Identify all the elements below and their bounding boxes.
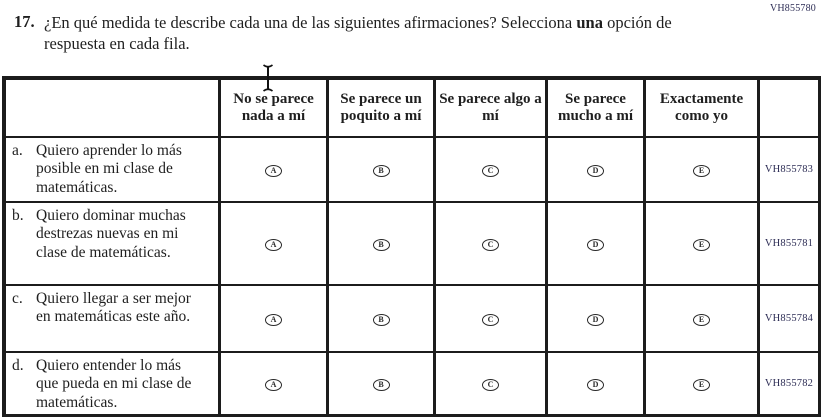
option-cell-a2 — [328, 137, 435, 202]
bubble-c-A[interactable]: A — [265, 314, 282, 326]
option-cell-a1 — [220, 137, 328, 202]
option-cell-c1 — [220, 285, 328, 352]
question-text-bold-word: una — [576, 13, 603, 32]
header-option-3: Se parece algo a mí — [435, 79, 547, 137]
question-stem — [14, 12, 714, 54]
option-cell-a5 — [645, 137, 759, 202]
bubble-c-E[interactable]: E — [693, 314, 710, 326]
header-option-4: Se parece mucho a mí — [547, 79, 645, 137]
option-cell-a3 — [435, 137, 547, 202]
option-cell-d4 — [547, 352, 645, 416]
row-code-b: VH855781 — [759, 202, 820, 285]
header-option-5: Exactamente como yo — [645, 79, 759, 137]
bubble-a-D[interactable]: D — [587, 165, 604, 177]
bubble-b-E[interactable]: E — [693, 239, 710, 251]
text-cursor-icon — [261, 63, 275, 93]
bubble-b-B[interactable]: B — [373, 239, 390, 251]
row-code-d: VH855782 — [759, 352, 820, 416]
bubble-b-D[interactable]: D — [587, 239, 604, 251]
item-letter-b: b. — [12, 206, 24, 224]
bubble-d-E[interactable]: E — [693, 379, 710, 391]
bubble-a-C[interactable]: C — [482, 165, 499, 177]
option-cell-c5 — [645, 285, 759, 352]
option-cell-a4 — [547, 137, 645, 202]
bubble-b-A[interactable]: A — [265, 239, 282, 251]
question-number: 17. — [14, 12, 35, 31]
statement-cell-a — [5, 137, 220, 202]
option-cell-c3 — [435, 285, 547, 352]
statement-text-d: Quiero entender lo más que pueda en mi clase de matemáticas. — [36, 356, 192, 411]
table-row-c — [5, 285, 820, 352]
bubble-a-A[interactable]: A — [265, 165, 282, 177]
option-cell-d1 — [220, 352, 328, 416]
table-row-b — [5, 202, 820, 285]
statement-cell-d — [5, 352, 220, 416]
header-code-blank — [759, 79, 820, 137]
statement-cell-c — [5, 285, 220, 352]
option-cell-d2 — [328, 352, 435, 416]
bubble-d-C[interactable]: C — [482, 379, 499, 391]
item-letter-a: a. — [12, 141, 23, 159]
statement-cell-b — [5, 202, 220, 285]
bubble-b-C[interactable]: C — [482, 239, 499, 251]
option-cell-b5 — [645, 202, 759, 285]
bubble-c-B[interactable]: B — [373, 314, 390, 326]
row-code-a: VH855783 — [759, 137, 820, 202]
answer-grid — [3, 77, 821, 417]
row-code-c: VH855784 — [759, 285, 820, 352]
option-cell-b3 — [435, 202, 547, 285]
bubble-d-D[interactable]: D — [587, 379, 604, 391]
option-cell-c2 — [328, 285, 435, 352]
item-letter-d: d. — [12, 356, 24, 374]
question-text-part2: opción de respuesta en cada fila. — [44, 13, 672, 53]
option-cell-d5 — [645, 352, 759, 416]
option-cell-d3 — [435, 352, 547, 416]
bubble-c-C[interactable]: C — [482, 314, 499, 326]
question-text-part1: ¿En qué medida te describe cada una de las siguientes afirmaciones? Selecciona — [44, 13, 573, 32]
table-row-d — [5, 352, 820, 416]
option-cell-b1 — [220, 202, 328, 285]
header-option-2: Se parece un poquito a mí — [328, 79, 435, 137]
statement-text-b: Quiero dominar muchas destrezas nuevas en mi clase de matemáticas. — [36, 206, 186, 261]
bubble-c-D[interactable]: D — [587, 314, 604, 326]
bubble-a-B[interactable]: B — [373, 165, 390, 177]
header-option-1: No se parece nada a mí — [220, 79, 328, 137]
option-cell-b4 — [547, 202, 645, 285]
table-row-a — [5, 137, 820, 202]
header-statement-blank — [5, 79, 220, 137]
page-form-code: VH855780 — [769, 3, 816, 14]
bubble-d-B[interactable]: B — [373, 379, 390, 391]
bubble-d-A[interactable]: A — [265, 379, 282, 391]
question-text — [44, 12, 699, 54]
statement-text-a: Quiero aprender lo más posible en mi clase de matemáticas. — [36, 141, 182, 196]
statement-text-c: Quiero llegar a ser mejor en matemáticas este año. — [36, 289, 191, 325]
bubble-a-E[interactable]: E — [693, 165, 710, 177]
item-letter-c: c. — [12, 289, 23, 307]
option-cell-b2 — [328, 202, 435, 285]
option-cell-c4 — [547, 285, 645, 352]
header-row — [5, 79, 820, 137]
